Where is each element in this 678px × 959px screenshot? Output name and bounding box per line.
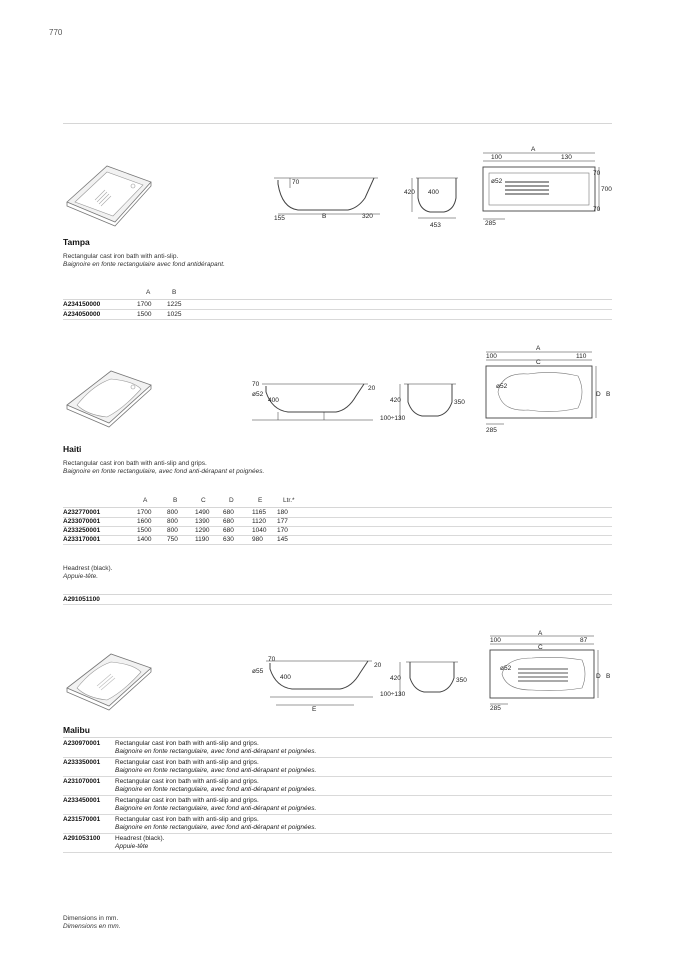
headrest-fr: Appuie-tête. [63, 573, 99, 580]
dim-label: 20 [374, 662, 382, 669]
dim-label: 70 [268, 656, 276, 663]
cell: 180 [277, 509, 288, 516]
dim-label: 420 [390, 397, 401, 404]
cell: 680 [223, 518, 234, 525]
cell: 1390 [195, 518, 210, 525]
desc-en: Rectangular cast iron bath with anti-slip and grips. [115, 797, 259, 804]
haiti-table-header [63, 497, 612, 507]
table-row [63, 739, 612, 758]
malibu-title: Malibu [63, 725, 90, 735]
product-code: A230970001 [63, 740, 101, 747]
dim-label: A [536, 345, 541, 352]
dim-label: 285 [485, 220, 496, 227]
dim-label: 155 [274, 215, 285, 222]
cell: 170 [277, 527, 288, 534]
dim-label: 130 [561, 154, 572, 161]
tampa-description [63, 253, 225, 269]
col-header: A [143, 497, 148, 504]
page-number: 770 [49, 28, 63, 37]
product-code: A232770001 [63, 509, 101, 516]
cell: 800 [167, 518, 178, 525]
desc-en: Headrest (black). [115, 835, 165, 842]
dim-label: C [538, 644, 543, 651]
col-header: B [172, 289, 177, 296]
table-divider [63, 507, 612, 508]
product-code: A233250001 [63, 527, 101, 534]
cell: 800 [167, 509, 178, 516]
col-header: A [146, 289, 151, 296]
dim-label: D [596, 391, 601, 398]
cell: 1490 [195, 509, 210, 516]
dim-label: A [531, 146, 536, 153]
dim-label: 100 [490, 637, 501, 644]
desc-fr: Baignoire en fonte rectangulaire, avec fond anti-dérapant et poignées. [115, 748, 317, 755]
table-row [63, 796, 612, 815]
cell: 680 [223, 509, 234, 516]
haiti-description [63, 460, 264, 476]
dim-label: 100 [486, 353, 497, 360]
product-description [115, 778, 316, 794]
dim-label: 350 [456, 677, 467, 684]
cell: 1600 [137, 518, 152, 525]
product-code: A291051100 [63, 596, 100, 603]
cell: 1500 [137, 527, 152, 534]
product-code: A234150000 [63, 301, 101, 308]
malibu-bath-image [63, 648, 155, 713]
table-row [63, 536, 612, 545]
tampa-side-drawing [270, 170, 385, 225]
dim-label: 70 [252, 381, 260, 388]
table-row [63, 509, 612, 518]
table-row [63, 777, 612, 796]
product-code: A233170001 [63, 536, 101, 543]
desc-fr: Baignoire en fonte rectangulaire, avec fond anti-dérapant et poignées. [115, 767, 317, 774]
cell: 1700 [137, 509, 152, 516]
dim-label: B [606, 673, 611, 680]
dim-label: 100 [491, 154, 502, 161]
dim-label: 70 [593, 170, 601, 177]
product-code: A231070001 [63, 778, 101, 785]
col-header: C [201, 497, 206, 504]
table-row [63, 758, 612, 777]
dim-label: D [596, 673, 601, 680]
cell: 1400 [137, 536, 152, 543]
haiti-title: Haiti [63, 444, 82, 454]
cell: 177 [277, 518, 288, 525]
haiti-plan-drawing [478, 344, 613, 436]
tampa-desc-en: Rectangular cast iron bath with anti-slip. [63, 253, 179, 260]
haiti-headrest-note [63, 565, 113, 581]
dim-label: C [536, 359, 541, 366]
haiti-desc-fr: Baignoire en fonte rectangulaire, avec fond anti-dérapant et poignées. [63, 468, 265, 475]
dim-label: 453 [430, 222, 441, 229]
cell: 980 [252, 536, 263, 543]
desc-fr: Baignoire en fonte rectangulaire, avec fond anti-dérapant et poignées. [115, 786, 317, 793]
desc-en: Rectangular cast iron bath with anti-slip and grips. [115, 816, 259, 823]
cell: 145 [277, 536, 288, 543]
cell: 680 [223, 527, 234, 534]
dim-label: ø52 [496, 383, 508, 390]
footer-en: Dimensions in mm. [63, 915, 119, 922]
dim-label: 70 [593, 206, 601, 213]
desc-fr: Baignoire en fonte rectangulaire, avec fond anti-dérapant et poignées. [115, 824, 317, 831]
dim-label: E [312, 706, 317, 713]
haiti-side-drawing [248, 378, 383, 423]
dim-label: ø55 [252, 668, 264, 675]
cell: 1040 [252, 527, 267, 534]
cell: 1700 [137, 301, 152, 308]
desc-en: Rectangular cast iron bath with anti-slip and grips. [115, 778, 259, 785]
col-header: Ltr.* [283, 497, 295, 504]
product-code: A291053100 [63, 835, 101, 842]
dim-label: B [322, 213, 327, 220]
cell: 1165 [252, 509, 266, 516]
table-row [63, 834, 612, 853]
dim-label: 20 [368, 385, 376, 392]
malibu-end-drawing [380, 656, 470, 704]
tampa-bath-image [63, 160, 155, 230]
dim-label: 110 [576, 353, 587, 360]
dim-label: 285 [486, 427, 497, 434]
table-row [63, 311, 612, 320]
dim-label: 87 [580, 637, 588, 644]
table-divider [63, 299, 612, 300]
dim-label: 420 [404, 189, 415, 196]
col-header: B [173, 497, 178, 504]
cell: 1290 [195, 527, 210, 534]
cell: 1225 [167, 301, 182, 308]
product-description [115, 835, 165, 851]
haiti-end-drawing [380, 378, 470, 428]
dim-label: 350 [454, 399, 465, 406]
product-code: A231570001 [63, 816, 101, 823]
cell: 630 [223, 536, 234, 543]
dim-label: 100÷130 [380, 415, 406, 422]
tampa-title: Tampa [63, 237, 90, 247]
cell: 800 [167, 527, 178, 534]
malibu-plan-drawing [482, 630, 614, 712]
dim-label: ø52 [500, 665, 512, 672]
product-code: A234050000 [63, 311, 101, 318]
dim-label: A [538, 630, 543, 637]
cell: 1025 [167, 311, 182, 318]
product-code: A233450001 [63, 797, 101, 804]
cell: 1190 [195, 536, 209, 543]
product-description [115, 759, 316, 775]
table-row [63, 596, 612, 605]
tampa-table-header [63, 289, 612, 299]
haiti-bath-image [63, 365, 155, 430]
col-header: E [258, 497, 263, 504]
table-row [63, 527, 612, 536]
dim-label: 700 [601, 186, 612, 193]
malibu-side-drawing [248, 655, 383, 713]
dim-label: 420 [390, 675, 401, 682]
haiti-desc-en: Rectangular cast iron bath with anti-slip and grips. [63, 460, 207, 467]
dim-label: 400 [280, 674, 291, 681]
dim-label: ø52 [491, 178, 503, 185]
product-description [115, 740, 316, 756]
tampa-end-drawing [400, 172, 465, 230]
headrest-en: Headrest (black). [63, 565, 113, 572]
dim-label: 400 [428, 189, 439, 196]
table-row [63, 301, 612, 310]
cell: 1120 [252, 518, 266, 525]
cell: 750 [167, 536, 178, 543]
desc-fr: Appuie-tête [115, 843, 149, 850]
product-code: A233350001 [63, 759, 101, 766]
dim-label: 285 [490, 705, 501, 712]
desc-fr: Baignoire en fonte rectangulaire, avec fond anti-dérapant et poignées. [115, 805, 317, 812]
table-divider [63, 737, 612, 738]
product-description [115, 816, 316, 832]
dim-label: 100÷130 [380, 691, 406, 698]
dim-label: B [606, 391, 611, 398]
table-divider [63, 594, 612, 595]
cell: 1500 [137, 311, 152, 318]
tampa-plan-drawing [475, 145, 615, 230]
dim-label: 400 [268, 397, 279, 404]
product-description [115, 797, 316, 813]
col-header: D [229, 497, 234, 504]
dim-label: 70 [292, 179, 300, 186]
desc-en: Rectangular cast iron bath with anti-slip and grips. [115, 740, 259, 747]
dim-label: 320 [362, 213, 373, 220]
footer-note [63, 915, 120, 931]
tampa-desc-fr: Baignoire en fonte rectangulaire avec fond antidérapant. [63, 261, 225, 268]
table-row [63, 815, 612, 834]
divider [63, 123, 612, 124]
footer-fr: Dimensions en mm. [63, 923, 121, 930]
dim-label: ø52 [252, 391, 264, 398]
table-row [63, 518, 612, 527]
product-code: A233070001 [63, 518, 101, 525]
desc-en: Rectangular cast iron bath with anti-slip and grips. [115, 759, 259, 766]
